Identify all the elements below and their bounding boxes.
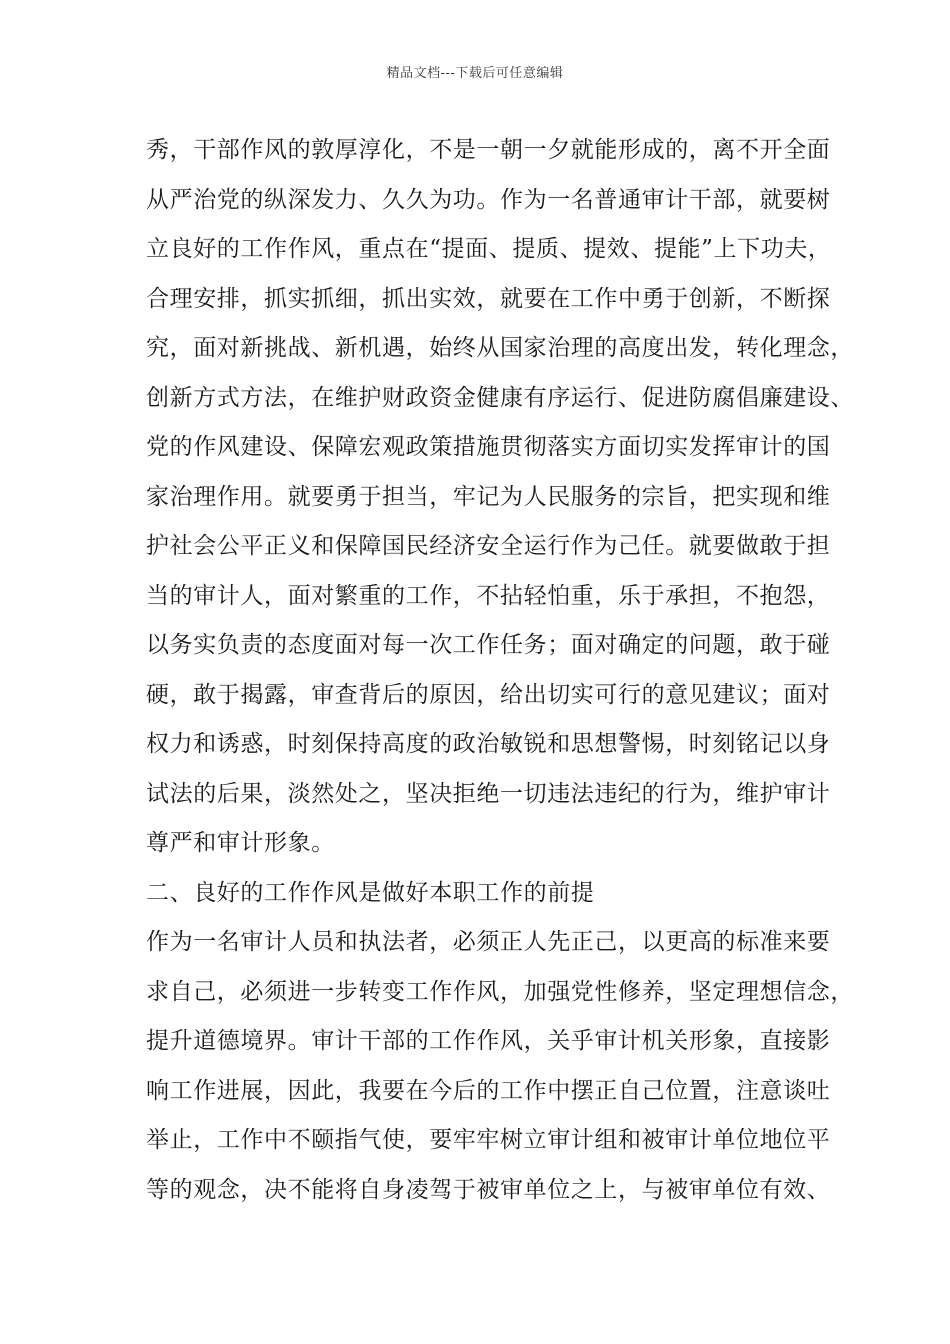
body-line: 权力和诱惑，时刻保持高度的政治敏锐和思想警惕，时刻铭记以身 (146, 731, 831, 757)
page-header: 精品文档---下载后可任意编辑 (386, 66, 564, 81)
body-line: 试法的后果，淡然处之，坚决拒绝一切违法违纪的行为，维护审计 (146, 780, 831, 807)
body-line: 合理安排，抓实抓细，抓出实效，就要在工作中勇于创新，不断探 (146, 285, 831, 312)
body-line: 提升道德境界。审计干部的工作作风，关乎审计机关形象，直接影 (146, 1028, 831, 1054)
body-line: 家治理作用。就要勇于担当，牢记为人民服务的宗旨，把实现和维 (146, 483, 831, 510)
body-line: 秀，干部作风的敦厚淳化，不是一朝一夕就能形成的，离不开全面 (146, 137, 831, 163)
body-line: 究，面对新挑战、新机遇，始终从国家治理的高度出发，转化理念， (146, 335, 854, 361)
body-line: 创新方式方法，在维护财政资金健康有序运行、促进防腐倡廉建设、 (146, 384, 854, 411)
body-line: 举止，工作中不颐指气使，要牢牢树立审计组和被审计单位地位平 (146, 1127, 831, 1153)
body-line: 作为一名审计人员和执法者，必须正人先正己，以更高的标准来要 (146, 929, 831, 955)
body-line: 求自己，必须进一步转变工作作风，加强党性修养，坚定理想信念， (146, 978, 854, 1005)
body-line: 立良好的工作作风，重点在“提面、提质、提效、提能”上下功夫， (146, 236, 832, 262)
body-line: 尊严和审计形象。 (146, 830, 335, 856)
section-heading: 二、良好的工作作风是做好本职工作的前提 (146, 879, 595, 906)
body-line: 硬，敢于揭露，审查背后的原因，给出切实可行的意见建议；面对 (146, 681, 831, 708)
body-line: 以务实负责的态度面对每一次工作任务；面对确定的问题，敢于碰 (146, 632, 831, 658)
body-line: 护社会公平正义和保障国民经济安全运行作为己任。就要做敢于担 (146, 533, 831, 559)
body-line: 等的观念，决不能将自身凌驾于被审单位之上，与被审单位有效、 (146, 1176, 831, 1203)
body-line: 从严治党的纵深发力、久久为功。作为一名普通审计干部，就要树 (146, 186, 831, 213)
body-line: 响工作进展，因此，我要在今后的工作中摆正自己位置，注意谈吐 (146, 1077, 831, 1104)
body-line: 当的审计人，面对繁重的工作，不拈轻怕重，乐于承担，不抱怨， (146, 582, 831, 609)
document-body (146, 126, 854, 1215)
body-line: 党的作风建设、保障宏观政策措施贯彻落实方面切实发挥审计的国 (146, 434, 831, 460)
